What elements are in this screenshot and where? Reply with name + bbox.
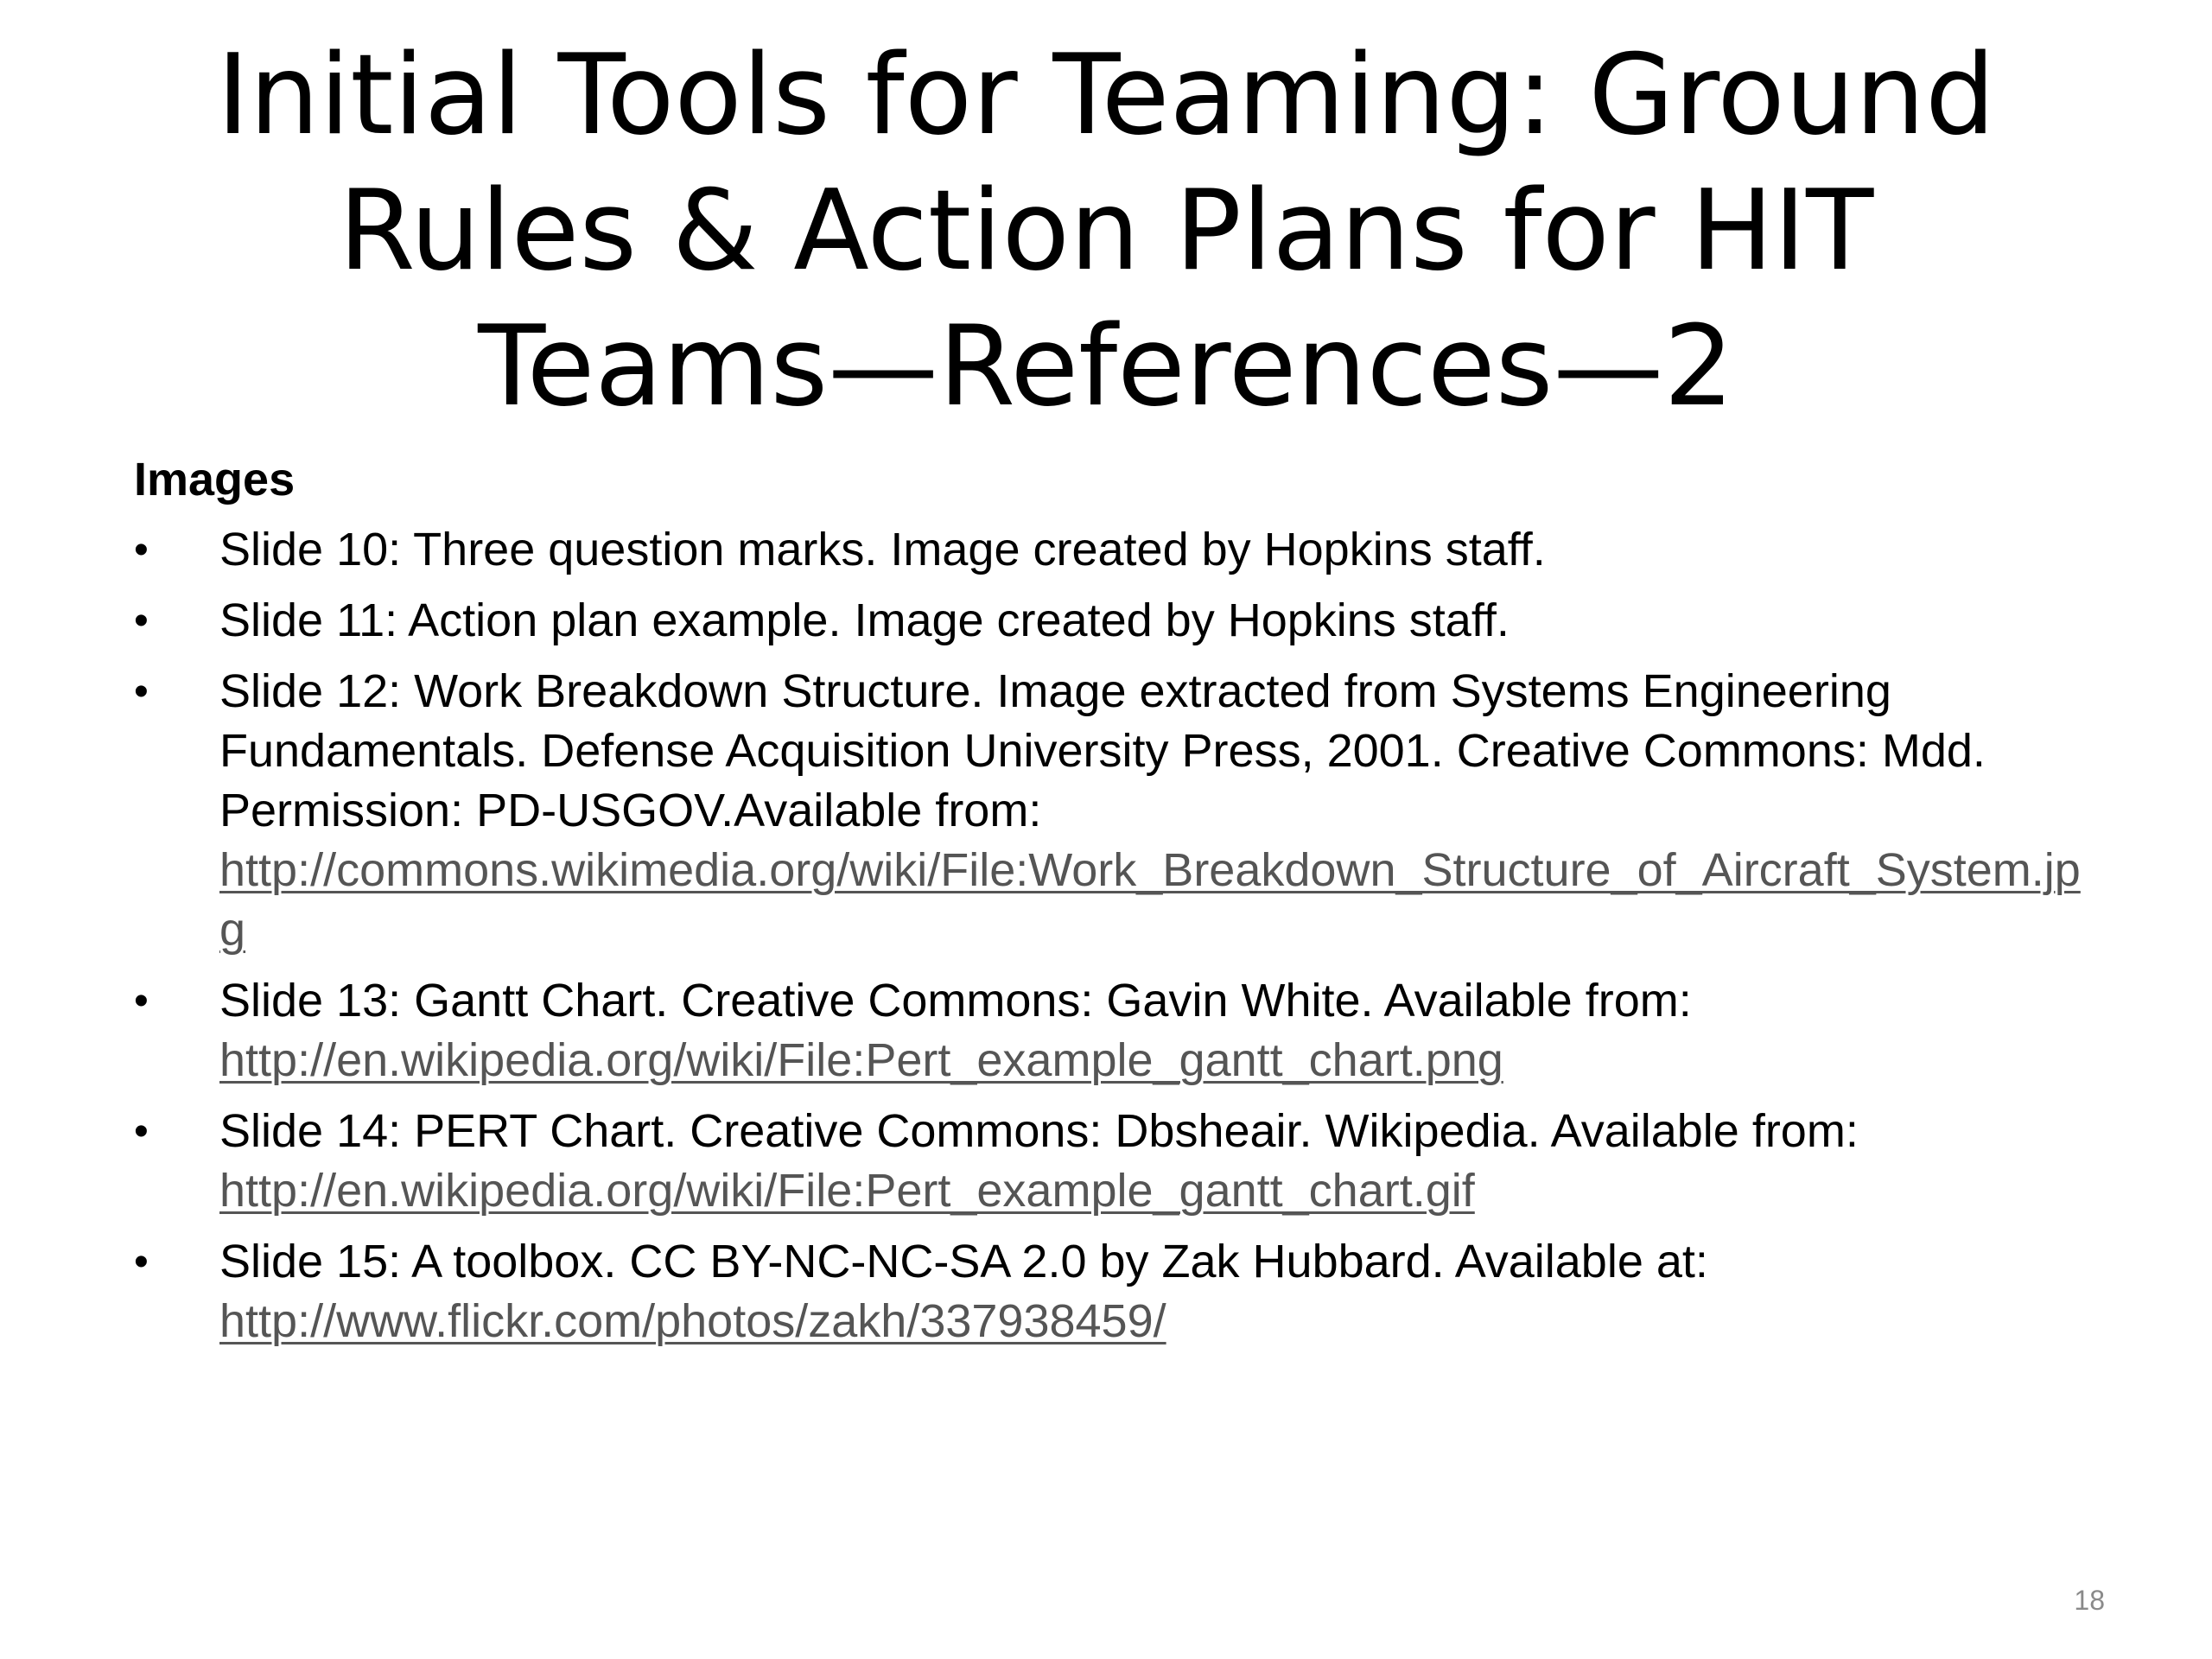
reference-item-slide-15: [134, 1232, 2087, 1351]
slide-title-line-3: Teams—References—2: [478, 302, 1734, 431]
reference-item-slide-11: [134, 591, 2087, 651]
bullet-icon: •: [134, 598, 149, 644]
bullet-icon: •: [134, 978, 149, 1024]
bullet-icon: •: [134, 527, 149, 573]
reference-text: Slide 10: Three question marks. Image created by Hopkins staff.: [219, 524, 1546, 575]
reference-text: Slide 14: PERT Chart. Creative Commons: Dbsheair. Wikipedia. Available from:: [219, 1105, 1859, 1157]
reference-text: Slide 11: Action plan example. Image created by Hopkins staff.: [219, 594, 1510, 646]
slide-body: [134, 449, 2087, 1363]
slide-title: [138, 28, 2074, 435]
reference-text: Slide 15: A toolbox. CC BY-NC-NC-SA 2.0 by Zak Hubbard. Available at:: [219, 1236, 1708, 1287]
reference-link[interactable]: http://commons.wikimedia.org/wiki/File:Work_Breakdown_Structure_of_Aircraft_System.jpg: [219, 844, 2081, 956]
reference-item-slide-13: [134, 971, 2087, 1090]
reference-link[interactable]: http://en.wikipedia.org/wiki/File:Pert_example_gantt_chart.png: [219, 1034, 1503, 1086]
reference-item-slide-10: [134, 520, 2087, 580]
reference-item-slide-14: [134, 1102, 2087, 1221]
reference-link[interactable]: http://en.wikipedia.org/wiki/File:Pert_example_gantt_chart.gif: [219, 1165, 1475, 1217]
page-number: 18: [2074, 1585, 2105, 1616]
slide-title-line-2: Rules & Action Plans for HIT: [338, 167, 1874, 296]
bullet-icon: •: [134, 1239, 149, 1285]
reference-link[interactable]: http://www.flickr.com/photos/zakh/337938459/: [219, 1295, 1166, 1347]
bullet-icon: •: [134, 1109, 149, 1154]
reference-item-slide-12: [134, 662, 2087, 960]
slide-title-line-1: Initial Tools for Teaming: Ground: [216, 31, 1996, 160]
reference-text: Slide 12: Work Breakdown Structure. Image extracted from Systems Engineering Fundamentals. Defense Acquisition University Press, 2001. Creative Commons: Mdd. Permission: PD-USGOV.Available from:: [219, 665, 1986, 836]
reference-text: Slide 13: Gantt Chart. Creative Commons: Gavin White. Available from:: [219, 975, 1692, 1027]
bullet-icon: •: [134, 669, 149, 715]
reference-list: [134, 520, 2087, 1351]
section-heading: Images: [134, 454, 296, 505]
